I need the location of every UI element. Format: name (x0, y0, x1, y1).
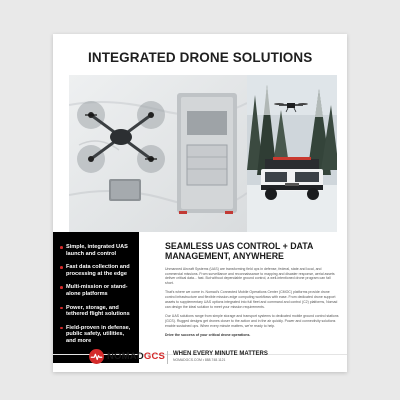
footer-contact[interactable]: NOMADGCS.COM • 888.748.1121 (173, 358, 226, 362)
logo-prefix: NOMAD (107, 351, 144, 362)
section-heading: SEAMLESS UAS CONTROL + DATA MANAGEMENT, ANYWHERE (165, 241, 314, 261)
body-paragraph: Our UAS solutions range from simple storage and transport systems to dedicated mobile ground control stations (GCS). Rugged designs get drones closer to the action and in the air quickly. Power and connectivity solutions enable sustained ops. When every minute matters, we're ready to help. (165, 313, 339, 328)
feature-bullet: Fast data collection and processing at the edge (60, 264, 133, 277)
logo-wordmark (107, 351, 165, 362)
datasheet-page (53, 34, 347, 372)
closing-line: Drive the success of your critical drone operations. (165, 332, 251, 337)
feature-bullet: Simple, integrated UAS launch and control (60, 244, 133, 257)
feature-bullet: Field-proven in defense, public safety, utilities, and more (60, 325, 133, 345)
feature-bullet: Power, storage, and tethered flight solutions (60, 305, 133, 318)
footer-divider (167, 351, 168, 364)
body-paragraph: That's where we come in. Nomad's Connected Mobile Operations Center (CMOC) platforms provide drone control infrastructure and flexible mission-edge computing workflows with ease. From dedicated drone support assets to supplementary UAS options integrated into full fleet and command and control (C2) platforms, Nomad can design the ideal solution to meet your mission requirements. (165, 290, 338, 309)
body-copy (165, 242, 340, 341)
feature-sidebar (53, 232, 139, 363)
drone-vehicle-forest-photo (247, 75, 337, 232)
logo-suffix: GCS (143, 351, 166, 362)
drone-overhead-photo (69, 75, 247, 232)
page-title: INTEGRATED DRONE SOLUTIONS (88, 50, 313, 65)
heartbeat-logo-icon (89, 349, 104, 364)
feature-bullet: Multi-mission or stand-alone platforms (60, 284, 133, 297)
nomadgcs-logo (89, 349, 165, 364)
page-footer (53, 351, 347, 372)
body-paragraph: Unmanned Aircraft Systems (UAS) are transforming field ops in defense, federal, state and local, and commercial missions. From surveillance and reconnaissance to mapping and disaster response, aerial assets deliver critical data... fast. But without dependable ground control, a well-intentioned drone program can fall short. (165, 266, 335, 286)
footer-tagline: WHEN EVERY MINUTE MATTERS (173, 351, 268, 357)
